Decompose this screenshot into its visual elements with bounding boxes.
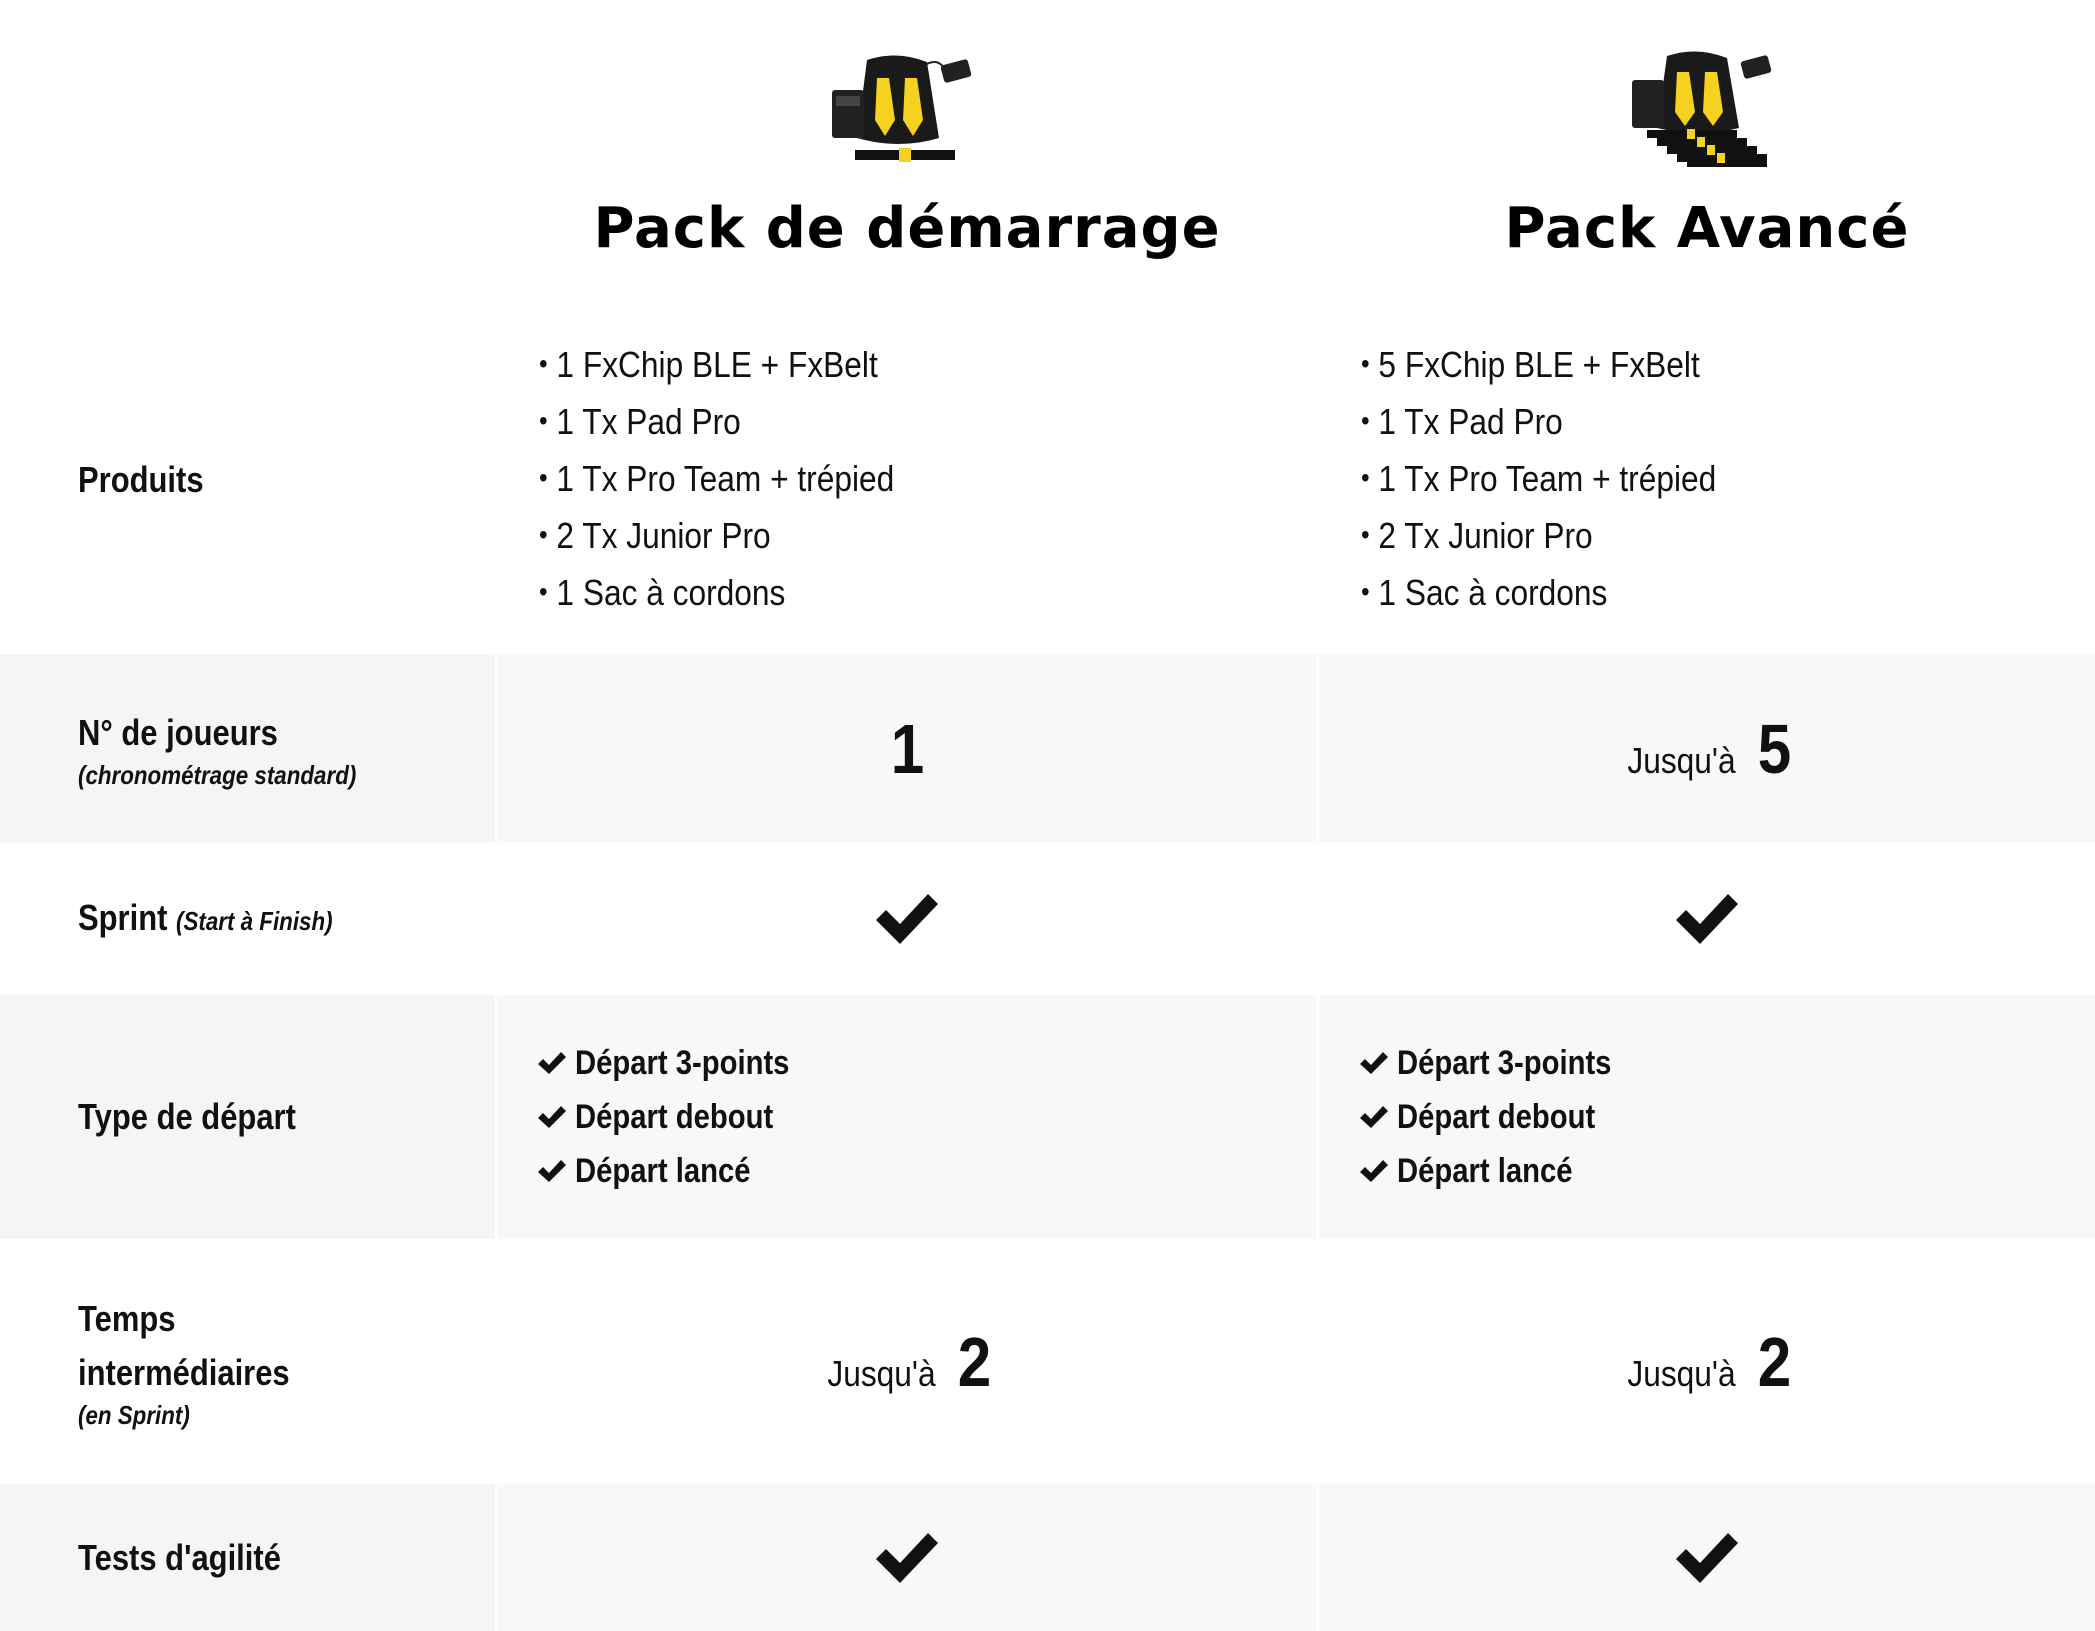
list-item: • 1 Sac à cordons <box>1361 566 1716 623</box>
splits-label-line1: Temps <box>78 1298 176 1339</box>
players-label: N° de joueurs <box>78 712 278 753</box>
check-icon <box>1672 1529 1742 1587</box>
list-item-label: Départ 3-points <box>575 1043 790 1082</box>
starter-header <box>495 0 1317 306</box>
list-item <box>537 1090 824 1144</box>
starter-products-list <box>497 338 943 623</box>
check-icon <box>872 1529 942 1587</box>
check-icon <box>1359 1159 1389 1183</box>
advanced-splits-upto <box>1620 1322 1794 1402</box>
agility-row <box>0 1484 2095 1631</box>
list-item <box>537 1036 824 1090</box>
list-item-label: Départ debout <box>575 1097 774 1136</box>
starter-pack-image <box>822 50 992 168</box>
products-label: Produits <box>78 459 204 500</box>
list-item <box>1359 1036 1646 1090</box>
advanced-players-upto <box>1620 709 1794 789</box>
starter-title: Pack de démarrage <box>593 196 1221 261</box>
header-row <box>0 0 2095 306</box>
players-label-cell <box>0 654 495 843</box>
list-item: • 1 Tx Pro Team + trépied <box>1361 452 1716 509</box>
advanced-splits-prefix: Jusqu'à <box>1627 1352 1736 1394</box>
sprint-row <box>0 843 2095 995</box>
players-row <box>0 654 2095 843</box>
players-sublabel: (chronométrage standard) <box>78 760 357 790</box>
start-type-label-cell <box>0 995 495 1239</box>
list-item: • 1 Tx Pro Team + trépied <box>539 452 894 509</box>
list-item <box>537 1144 824 1198</box>
advanced-pack-image <box>1622 50 1792 168</box>
advanced-players-prefix: Jusqu'à <box>1627 739 1736 781</box>
list-item: • 5 FxChip BLE + FxBelt <box>1361 338 1716 395</box>
sprint-label: Sprint <box>78 896 168 938</box>
list-item: • 1 FxChip BLE + FxBelt <box>539 338 894 395</box>
list-item-label: Départ debout <box>1397 1097 1596 1136</box>
advanced-splits-cell <box>1317 1239 2095 1484</box>
starter-start-type-list <box>497 1036 824 1198</box>
list-item: • 2 Tx Junior Pro <box>539 509 894 566</box>
list-item: • 2 Tx Junior Pro <box>1361 509 1716 566</box>
list-item: • 1 Sac à cordons <box>539 566 894 623</box>
starter-players-cell <box>495 654 1317 843</box>
starter-sprint-cell <box>495 843 1317 995</box>
advanced-start-type-list <box>1319 1036 1646 1198</box>
advanced-products-cell <box>1317 306 2095 654</box>
list-item: • 1 Tx Pad Pro <box>1361 395 1716 452</box>
advanced-header <box>1317 0 2095 306</box>
starter-splits-value: 2 <box>957 1322 992 1401</box>
list-item-label: Départ lancé <box>1397 1151 1573 1190</box>
check-icon <box>872 890 942 948</box>
check-icon <box>1359 1105 1389 1129</box>
advanced-start-type-cell <box>1317 995 2095 1239</box>
start-type-label: Type de départ <box>78 1096 296 1137</box>
list-item: • 1 Tx Pad Pro <box>539 395 894 452</box>
splits-sublabel: (en Sprint) <box>78 1400 190 1430</box>
splits-row <box>0 1239 2095 1484</box>
splits-label-line2: intermédiaires <box>78 1352 290 1393</box>
start-type-row <box>0 995 2095 1239</box>
check-icon <box>537 1105 567 1129</box>
check-icon <box>537 1051 567 1075</box>
splits-label-cell <box>0 1239 495 1484</box>
starter-agility-cell <box>495 1484 1317 1631</box>
starter-start-type-cell <box>495 995 1317 1239</box>
sprint-label-line <box>78 891 437 948</box>
list-item-label: Départ 3-points <box>1397 1043 1612 1082</box>
advanced-title: Pack Avancé <box>1504 196 1910 261</box>
starter-players-value: 1 <box>890 709 924 788</box>
sprint-label-cell <box>0 843 495 995</box>
advanced-players-cell <box>1317 654 2095 843</box>
starter-splits-upto <box>820 1322 994 1402</box>
check-icon <box>1672 890 1742 948</box>
starter-splits-cell <box>495 1239 1317 1484</box>
advanced-splits-value: 2 <box>1757 1322 1792 1401</box>
products-label-cell <box>0 306 495 654</box>
header-empty-cell <box>0 0 495 306</box>
advanced-agility-cell <box>1317 1484 2095 1631</box>
list-item <box>1359 1144 1646 1198</box>
starter-products-cell <box>495 306 1317 654</box>
advanced-products-list <box>1319 338 1765 623</box>
check-icon <box>1359 1051 1389 1075</box>
list-item-label: Départ lancé <box>575 1151 751 1190</box>
list-item <box>1359 1090 1646 1144</box>
starter-splits-prefix: Jusqu'à <box>827 1352 936 1394</box>
advanced-players-value: 5 <box>1757 709 1792 788</box>
agility-label-cell <box>0 1484 495 1631</box>
check-icon <box>537 1159 567 1183</box>
sprint-sublabel: (Start à Finish) <box>176 905 333 936</box>
agility-label: Tests d'agilité <box>78 1536 281 1578</box>
advanced-sprint-cell <box>1317 843 2095 995</box>
products-row <box>0 306 2095 654</box>
